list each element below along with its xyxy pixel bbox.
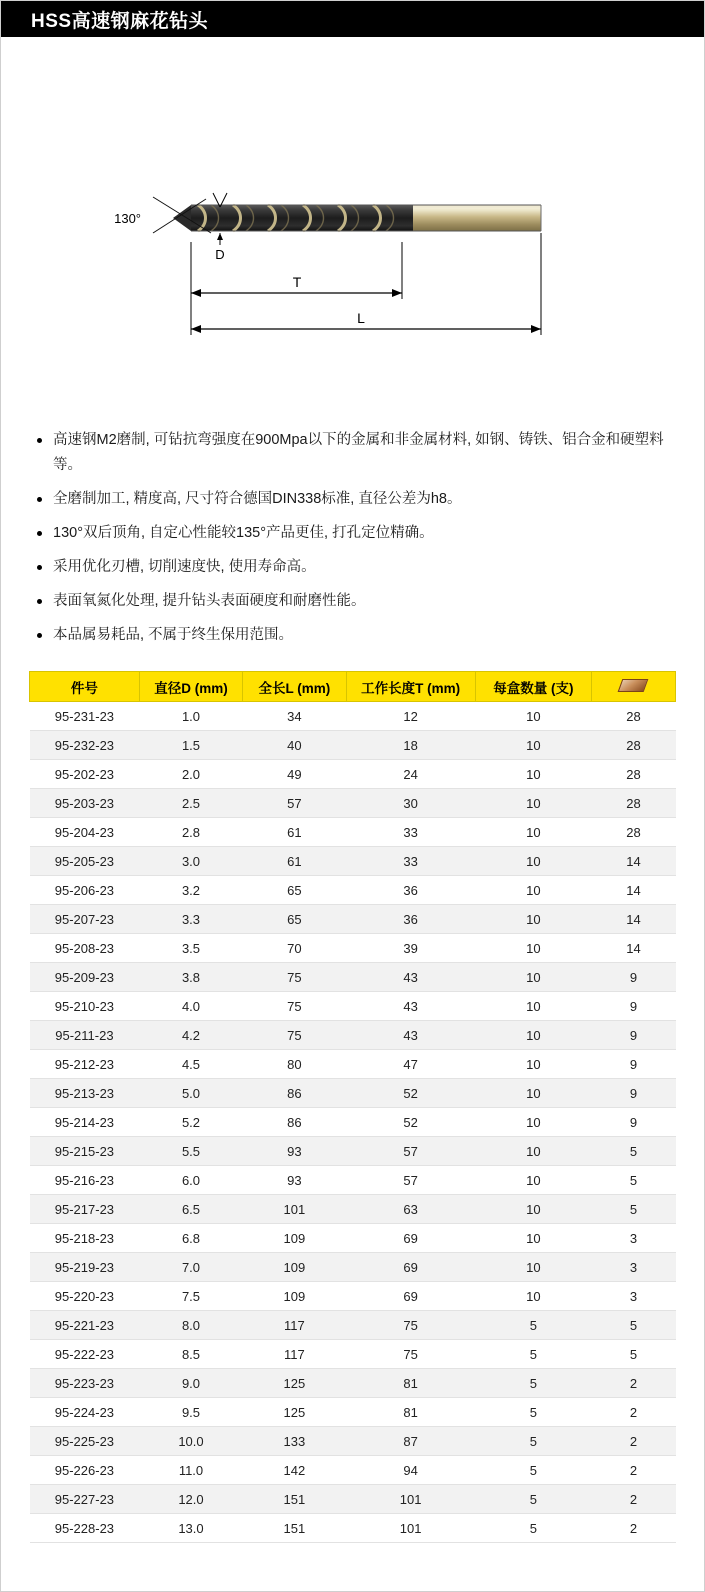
cell-diameter: 5.2 bbox=[139, 1108, 242, 1137]
cell-diameter: 2.0 bbox=[139, 760, 242, 789]
table-row bbox=[30, 1166, 676, 1195]
cell-box-qty: 10 bbox=[475, 1079, 591, 1108]
cell-code: 95-217-23 bbox=[30, 1195, 140, 1224]
cell-length: 61 bbox=[243, 818, 346, 847]
table-row bbox=[30, 1427, 676, 1456]
cell-working-length: 39 bbox=[346, 934, 475, 963]
list-item: 130°双后顶角, 自定心性能较135°产品更佳, 打孔定位精确。 bbox=[37, 521, 676, 546]
table-row bbox=[30, 905, 676, 934]
cell-code: 95-212-23 bbox=[30, 1050, 140, 1079]
cell-code: 95-215-23 bbox=[30, 1137, 140, 1166]
cell-working-length: 87 bbox=[346, 1427, 475, 1456]
table-row bbox=[30, 1195, 676, 1224]
cell-box-qty: 5 bbox=[475, 1311, 591, 1340]
cell-length: 34 bbox=[243, 702, 346, 731]
cell-code: 95-206-23 bbox=[30, 876, 140, 905]
cell-working-length: 33 bbox=[346, 818, 475, 847]
cell-length: 125 bbox=[243, 1398, 346, 1427]
cell-box-qty: 10 bbox=[475, 963, 591, 992]
cell-length: 133 bbox=[243, 1427, 346, 1456]
table-row bbox=[30, 1398, 676, 1427]
cell-length: 80 bbox=[243, 1050, 346, 1079]
cell-working-length: 36 bbox=[346, 905, 475, 934]
cell-length: 75 bbox=[243, 992, 346, 1021]
cell-box-qty: 10 bbox=[475, 731, 591, 760]
cell-pack-qty: 9 bbox=[591, 1079, 675, 1108]
cell-working-length: 63 bbox=[346, 1195, 475, 1224]
cell-box-qty: 10 bbox=[475, 1166, 591, 1195]
cell-diameter: 1.5 bbox=[139, 731, 242, 760]
cell-pack-qty: 28 bbox=[591, 818, 675, 847]
table-row bbox=[30, 1369, 676, 1398]
cell-pack-qty: 2 bbox=[591, 1427, 675, 1456]
cell-length: 86 bbox=[243, 1108, 346, 1137]
cell-length: 151 bbox=[243, 1485, 346, 1514]
cell-code: 95-218-23 bbox=[30, 1224, 140, 1253]
cell-code: 95-202-23 bbox=[30, 760, 140, 789]
cell-box-qty: 10 bbox=[475, 847, 591, 876]
cell-box-qty: 5 bbox=[475, 1340, 591, 1369]
table-row bbox=[30, 1224, 676, 1253]
cell-code: 95-232-23 bbox=[30, 731, 140, 760]
cell-code: 95-231-23 bbox=[30, 702, 140, 731]
cell-working-length: 47 bbox=[346, 1050, 475, 1079]
cell-pack-qty: 9 bbox=[591, 1050, 675, 1079]
cell-diameter: 3.3 bbox=[139, 905, 242, 934]
cell-diameter: 3.2 bbox=[139, 876, 242, 905]
table-row bbox=[30, 1079, 676, 1108]
table-row bbox=[30, 992, 676, 1021]
cell-pack-qty: 5 bbox=[591, 1137, 675, 1166]
col-header-diameter: 直径D (mm) bbox=[139, 672, 242, 702]
table-row bbox=[30, 1050, 676, 1079]
cell-working-length: 52 bbox=[346, 1079, 475, 1108]
cell-diameter: 6.0 bbox=[139, 1166, 242, 1195]
spec-table bbox=[29, 671, 676, 1543]
table-row bbox=[30, 731, 676, 760]
cell-pack-qty: 2 bbox=[591, 1456, 675, 1485]
table-row bbox=[30, 1485, 676, 1514]
cell-working-length: 18 bbox=[346, 731, 475, 760]
table-row bbox=[30, 934, 676, 963]
cell-length: 57 bbox=[243, 789, 346, 818]
table-row bbox=[30, 760, 676, 789]
cell-code: 95-205-23 bbox=[30, 847, 140, 876]
cell-working-length: 33 bbox=[346, 847, 475, 876]
cell-length: 109 bbox=[243, 1282, 346, 1311]
cell-code: 95-209-23 bbox=[30, 963, 140, 992]
page-title: HSS高速钢麻花钻头 bbox=[31, 10, 209, 32]
table-row bbox=[30, 702, 676, 731]
col-header-length: 全长L (mm) bbox=[243, 672, 346, 702]
cell-code: 95-223-23 bbox=[30, 1369, 140, 1398]
cell-box-qty: 10 bbox=[475, 905, 591, 934]
cell-length: 109 bbox=[243, 1253, 346, 1282]
cell-code: 95-220-23 bbox=[30, 1282, 140, 1311]
svg-text:D: D bbox=[215, 247, 225, 262]
cell-length: 75 bbox=[243, 1021, 346, 1050]
cell-working-length: 30 bbox=[346, 789, 475, 818]
cell-box-qty: 10 bbox=[475, 1108, 591, 1137]
cell-pack-qty: 5 bbox=[591, 1195, 675, 1224]
table-row bbox=[30, 1311, 676, 1340]
cell-pack-qty: 2 bbox=[591, 1369, 675, 1398]
cell-working-length: 57 bbox=[346, 1137, 475, 1166]
table-header-row bbox=[30, 672, 676, 702]
cell-code: 95-225-23 bbox=[30, 1427, 140, 1456]
product-illustration bbox=[1, 37, 704, 422]
cell-pack-qty: 3 bbox=[591, 1224, 675, 1253]
table-row bbox=[30, 818, 676, 847]
cell-code: 95-221-23 bbox=[30, 1311, 140, 1340]
cell-working-length: 12 bbox=[346, 702, 475, 731]
cell-working-length: 75 bbox=[346, 1311, 475, 1340]
cell-pack-qty: 5 bbox=[591, 1311, 675, 1340]
cell-length: 101 bbox=[243, 1195, 346, 1224]
cell-working-length: 43 bbox=[346, 992, 475, 1021]
cell-length: 49 bbox=[243, 760, 346, 789]
cell-working-length: 69 bbox=[346, 1253, 475, 1282]
table-row bbox=[30, 1340, 676, 1369]
cell-length: 93 bbox=[243, 1166, 346, 1195]
col-header-code: 件号 bbox=[30, 672, 140, 702]
col-header-working-length: 工作长度T (mm) bbox=[346, 672, 475, 702]
table-row bbox=[30, 1253, 676, 1282]
cell-working-length: 24 bbox=[346, 760, 475, 789]
cell-diameter: 6.5 bbox=[139, 1195, 242, 1224]
cell-box-qty: 5 bbox=[475, 1456, 591, 1485]
cell-working-length: 52 bbox=[346, 1108, 475, 1137]
cell-diameter: 6.8 bbox=[139, 1224, 242, 1253]
cell-diameter: 8.0 bbox=[139, 1311, 242, 1340]
cell-length: 109 bbox=[243, 1224, 346, 1253]
cell-diameter: 2.8 bbox=[139, 818, 242, 847]
cell-length: 117 bbox=[243, 1340, 346, 1369]
cell-code: 95-207-23 bbox=[30, 905, 140, 934]
cell-diameter: 3.0 bbox=[139, 847, 242, 876]
cell-pack-qty: 28 bbox=[591, 731, 675, 760]
cell-pack-qty: 28 bbox=[591, 760, 675, 789]
cell-length: 93 bbox=[243, 1137, 346, 1166]
cell-diameter: 12.0 bbox=[139, 1485, 242, 1514]
cell-code: 95-226-23 bbox=[30, 1456, 140, 1485]
svg-text:L: L bbox=[357, 310, 365, 326]
table-row bbox=[30, 1021, 676, 1050]
cell-code: 95-228-23 bbox=[30, 1514, 140, 1543]
list-item: 全磨制加工, 精度高, 尺寸符合德国DIN338标准, 直径公差为h8。 bbox=[37, 487, 676, 512]
table-row bbox=[30, 1514, 676, 1543]
cell-length: 117 bbox=[243, 1311, 346, 1340]
cell-code: 95-204-23 bbox=[30, 818, 140, 847]
cell-length: 65 bbox=[243, 905, 346, 934]
cell-box-qty: 5 bbox=[475, 1398, 591, 1427]
table-row bbox=[30, 1282, 676, 1311]
cell-box-qty: 5 bbox=[475, 1369, 591, 1398]
cell-working-length: 81 bbox=[346, 1369, 475, 1398]
cell-pack-qty: 2 bbox=[591, 1398, 675, 1427]
cell-box-qty: 10 bbox=[475, 1137, 591, 1166]
cell-length: 125 bbox=[243, 1369, 346, 1398]
cell-box-qty: 10 bbox=[475, 876, 591, 905]
cell-length: 61 bbox=[243, 847, 346, 876]
cell-diameter: 8.5 bbox=[139, 1340, 242, 1369]
cell-box-qty: 10 bbox=[475, 934, 591, 963]
cell-box-qty: 10 bbox=[475, 992, 591, 1021]
cell-diameter: 4.5 bbox=[139, 1050, 242, 1079]
cell-diameter: 3.8 bbox=[139, 963, 242, 992]
cell-working-length: 43 bbox=[346, 1021, 475, 1050]
cell-length: 65 bbox=[243, 876, 346, 905]
cell-diameter: 7.5 bbox=[139, 1282, 242, 1311]
cell-code: 95-227-23 bbox=[30, 1485, 140, 1514]
table-row bbox=[30, 847, 676, 876]
cell-length: 70 bbox=[243, 934, 346, 963]
table-row bbox=[30, 1456, 676, 1485]
cell-pack-qty: 5 bbox=[591, 1166, 675, 1195]
cell-code: 95-216-23 bbox=[30, 1166, 140, 1195]
cell-code: 95-210-23 bbox=[30, 992, 140, 1021]
col-header-pack-icon bbox=[591, 672, 675, 702]
cell-pack-qty: 9 bbox=[591, 1108, 675, 1137]
cell-box-qty: 10 bbox=[475, 1282, 591, 1311]
cell-diameter: 4.0 bbox=[139, 992, 242, 1021]
cell-diameter: 10.0 bbox=[139, 1427, 242, 1456]
cell-code: 95-214-23 bbox=[30, 1108, 140, 1137]
cell-pack-qty: 28 bbox=[591, 702, 675, 731]
cell-box-qty: 5 bbox=[475, 1485, 591, 1514]
cell-pack-qty: 14 bbox=[591, 876, 675, 905]
cell-box-qty: 10 bbox=[475, 702, 591, 731]
cell-code: 95-203-23 bbox=[30, 789, 140, 818]
cell-pack-qty: 2 bbox=[591, 1514, 675, 1543]
cell-box-qty: 10 bbox=[475, 818, 591, 847]
cell-length: 142 bbox=[243, 1456, 346, 1485]
spec-table-head bbox=[30, 672, 676, 702]
cell-length: 40 bbox=[243, 731, 346, 760]
spec-table-wrapper bbox=[1, 657, 704, 1569]
table-row bbox=[30, 1137, 676, 1166]
cell-working-length: 75 bbox=[346, 1340, 475, 1369]
cell-working-length: 94 bbox=[346, 1456, 475, 1485]
cell-pack-qty: 3 bbox=[591, 1282, 675, 1311]
list-item: 表面氧氮化处理, 提升钻头表面硬度和耐磨性能。 bbox=[37, 589, 676, 614]
cell-code: 95-211-23 bbox=[30, 1021, 140, 1050]
cell-working-length: 36 bbox=[346, 876, 475, 905]
cell-pack-qty: 3 bbox=[591, 1253, 675, 1282]
cell-pack-qty: 9 bbox=[591, 992, 675, 1021]
cell-diameter: 4.2 bbox=[139, 1021, 242, 1050]
cell-pack-qty: 14 bbox=[591, 847, 675, 876]
cell-diameter: 5.0 bbox=[139, 1079, 242, 1108]
cell-pack-qty: 5 bbox=[591, 1340, 675, 1369]
cell-code: 95-208-23 bbox=[30, 934, 140, 963]
list-item: 本品属易耗品, 不属于终生保用范围。 bbox=[37, 623, 676, 648]
cell-diameter: 3.5 bbox=[139, 934, 242, 963]
cell-working-length: 69 bbox=[346, 1224, 475, 1253]
cell-box-qty: 5 bbox=[475, 1514, 591, 1543]
feature-list bbox=[1, 422, 704, 648]
cell-box-qty: 5 bbox=[475, 1427, 591, 1456]
cell-diameter: 2.5 bbox=[139, 789, 242, 818]
cell-length: 75 bbox=[243, 963, 346, 992]
cell-diameter: 1.0 bbox=[139, 702, 242, 731]
cell-working-length: 81 bbox=[346, 1398, 475, 1427]
cell-code: 95-213-23 bbox=[30, 1079, 140, 1108]
cell-box-qty: 10 bbox=[475, 789, 591, 818]
list-item: 采用优化刃槽, 切削速度快, 使用寿命高。 bbox=[37, 555, 676, 580]
cell-working-length: 69 bbox=[346, 1282, 475, 1311]
page-title-bar bbox=[1, 1, 704, 37]
cell-length: 86 bbox=[243, 1079, 346, 1108]
cell-box-qty: 10 bbox=[475, 1195, 591, 1224]
cell-pack-qty: 2 bbox=[591, 1485, 675, 1514]
cell-box-qty: 10 bbox=[475, 760, 591, 789]
cell-diameter: 9.5 bbox=[139, 1398, 242, 1427]
cell-code: 95-224-23 bbox=[30, 1398, 140, 1427]
cell-box-qty: 10 bbox=[475, 1050, 591, 1079]
cell-length: 151 bbox=[243, 1514, 346, 1543]
cell-diameter: 9.0 bbox=[139, 1369, 242, 1398]
cell-diameter: 13.0 bbox=[139, 1514, 242, 1543]
svg-text:T: T bbox=[292, 274, 302, 290]
cell-pack-qty: 9 bbox=[591, 1021, 675, 1050]
box-icon bbox=[618, 679, 649, 692]
cell-pack-qty: 9 bbox=[591, 963, 675, 992]
cell-code: 95-222-23 bbox=[30, 1340, 140, 1369]
cell-working-length: 43 bbox=[346, 963, 475, 992]
col-header-box-qty: 每盒数量 (支) bbox=[475, 672, 591, 702]
table-row bbox=[30, 963, 676, 992]
cell-diameter: 11.0 bbox=[139, 1456, 242, 1485]
cell-diameter: 7.0 bbox=[139, 1253, 242, 1282]
table-row bbox=[30, 876, 676, 905]
cell-box-qty: 10 bbox=[475, 1224, 591, 1253]
cell-box-qty: 10 bbox=[475, 1253, 591, 1282]
cell-diameter: 5.5 bbox=[139, 1137, 242, 1166]
table-row bbox=[30, 789, 676, 818]
spec-table-body bbox=[30, 702, 676, 1543]
cell-box-qty: 10 bbox=[475, 1021, 591, 1050]
cell-pack-qty: 28 bbox=[591, 789, 675, 818]
cell-code: 95-219-23 bbox=[30, 1253, 140, 1282]
svg-text:130°: 130° bbox=[114, 211, 141, 226]
cell-working-length: 101 bbox=[346, 1514, 475, 1543]
cell-pack-qty: 14 bbox=[591, 905, 675, 934]
table-row bbox=[30, 1108, 676, 1137]
cell-working-length: 57 bbox=[346, 1166, 475, 1195]
list-item: 高速钢M2磨制, 可钻抗弯强度在900Mpa以下的金属和非金属材料, 如钢、铸铁、铝合金和硬塑料等。 bbox=[37, 428, 676, 478]
cell-working-length: 101 bbox=[346, 1485, 475, 1514]
drill-bit-drawing bbox=[1, 37, 705, 422]
cell-pack-qty: 14 bbox=[591, 934, 675, 963]
